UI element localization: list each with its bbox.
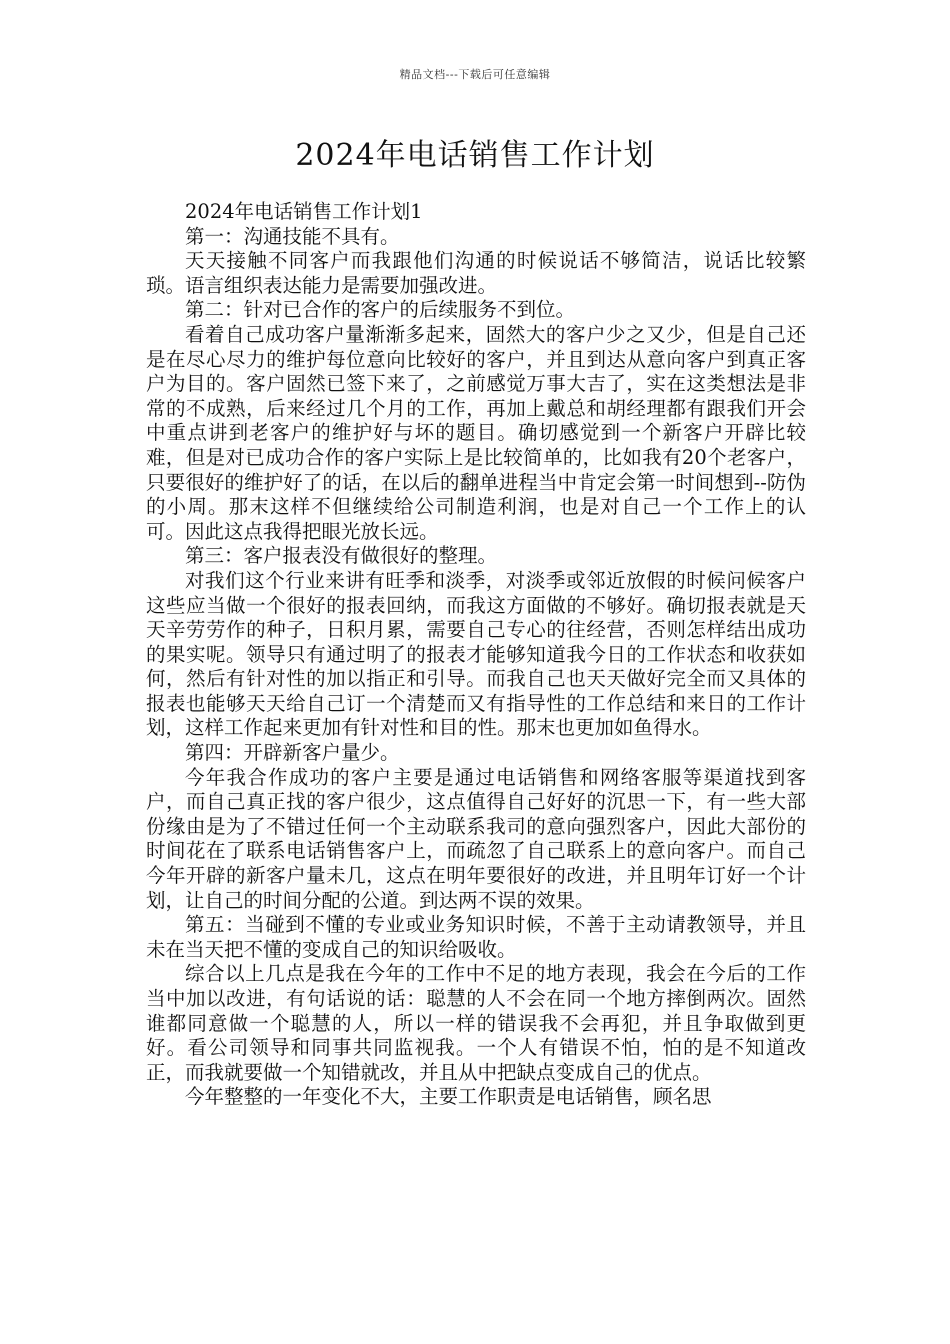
paragraph-heading-4: 第四：开辟新客户量少。 bbox=[185, 741, 400, 765]
paragraph: 今年整整的一年变化不大，主要工作职责是电话销售，顾名思 bbox=[185, 1085, 712, 1109]
paragraph-heading-2: 第二：针对已合作的客户的后续服务不到位。 bbox=[185, 298, 576, 322]
paragraph-heading-3: 第三：客户报表没有做很好的整理。 bbox=[185, 544, 498, 568]
paragraph: 对我们这个行业来讲有旺季和淡季，对淡季或邻近放假的时候问候客户这些应当做一个很好的报表回纳，而我这方面做的不够好。确切报表就是天天辛劳劳作的种子，日积月累，需要自己专心的往经营，否则怎样结出成功的果实呢。领导只有通过明了的报表才能够知道我今日的工作状态和收获如何，然后有针对性的加以指正和引导。而我自己也天天做好完全而又具体的报表也能够天天给自己订一个清楚而又有指导性的工作总结和来日的工作计划，这样工作起来更加有针对性和目的性。那末也更加如鱼得水。 bbox=[146, 568, 806, 740]
document-title: 2024年电话销售工作计划 bbox=[295, 138, 655, 173]
paragraph: 今年我合作成功的客户主要是通过电话销售和网络客服等渠道找到客户，而自己真正找的客户很少，这点值得自己好好的沉思一下，有一些大部份缘由是为了不错过任何一个主动联系我司的意向强烈客户，因此大部份的时间花在了联系电话销售客户上，而疏忽了自己联系上的意向客户。而自己今年开辟的新客户量未几，这点在明年要很好的改进，并且明年订好一个计划，让自己的时间分配的公道。到达两不误的效果。 bbox=[146, 765, 806, 912]
paragraph: 看着自己成功客户量渐渐多起来，固然大的客户少之又少，但是自己还是在尽心尽力的维护每位意向比较好的客户，并且到达从意向客户到真正客户为目的。客户固然已签下来了，之前感觉万事大吉了，实在这类想法是非常的不成熟，后来经过几个月的工作，再加上戴总和胡经理都有跟我们开会中重点讲到老客户的维护好与坏的题目。确切感觉到一个新客户开辟比较难，但是对已成功合作的客户实际上是比较简单的，比如我有20个老客户，只要很好的维护好了的话，在以后的翻单进程当中肯定会第一时间想到--防伪的小周。那末这样不但继续给公司制造利润，也是对自己一个工作上的认可。因此这点我得把眼光放长远。 bbox=[146, 322, 806, 543]
document-body bbox=[146, 200, 806, 1110]
paragraph: 天天接触不同客户而我跟他们沟通的时候说话不够简洁，说话比较繁琐。语言组织表达能力是需要加强改进。 bbox=[146, 249, 806, 297]
paragraph-heading-5: 第五：当碰到不懂的专业或业务知识时候，不善于主动请教领导，并且未在当天把不懂的变成自己的知识给吸收。 bbox=[146, 913, 806, 961]
paragraph-subtitle: 2024年电话销售工作计划1 bbox=[185, 200, 423, 223]
page-header: 精品文档---下载后可任意编辑 bbox=[399, 68, 551, 81]
paragraph: 综合以上几点是我在今年的工作中不足的地方表现，我会在今后的工作当中加以改进，有句话说的话：聪慧的人不会在同一个地方摔倒两次。固然谁都同意做一个聪慧的人，所以一样的错误我不会再犯，并且争取做到更好。看公司领导和同事共同监视我。一个人有错误不怕，怕的是不知道改正，而我就要做一个知错就改，并且从中把缺点变成自己的优点。 bbox=[146, 962, 806, 1084]
paragraph-heading-1: 第一：沟通技能不具有。 bbox=[185, 224, 400, 248]
